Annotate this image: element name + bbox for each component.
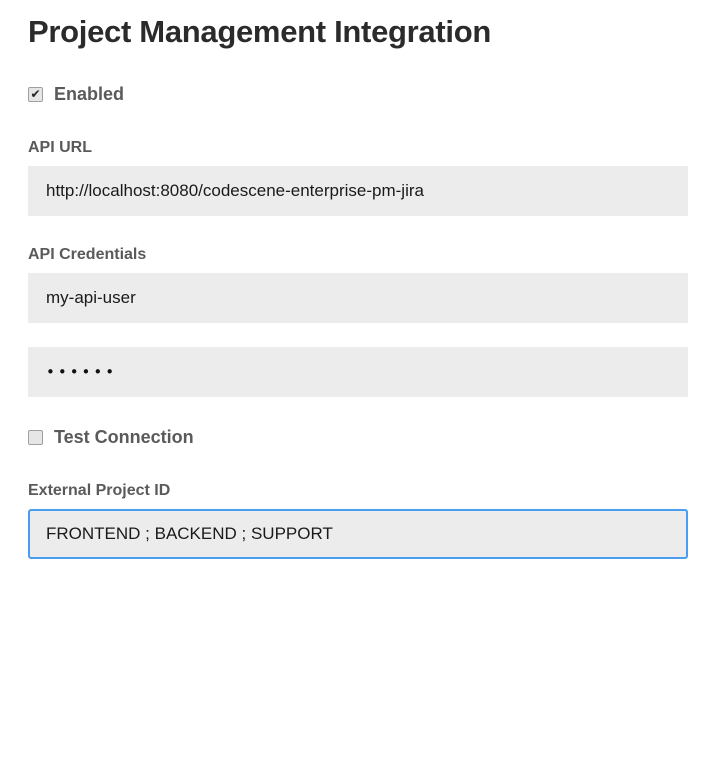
enabled-checkbox-row[interactable] bbox=[28, 84, 688, 105]
external-project-id-label: External Project ID bbox=[28, 481, 171, 499]
test-connection-label: Test Connection bbox=[54, 426, 194, 447]
api-credentials-group bbox=[28, 246, 688, 323]
api-url-group bbox=[28, 139, 688, 216]
enabled-label: Enabled bbox=[54, 83, 125, 104]
external-project-id-input[interactable] bbox=[28, 509, 688, 559]
api-credentials-label: API Credentials bbox=[28, 245, 147, 263]
api-url-input[interactable] bbox=[28, 166, 688, 216]
api-password-group bbox=[28, 341, 688, 397]
test-connection-row[interactable] bbox=[28, 427, 688, 448]
test-connection-checkbox[interactable] bbox=[28, 430, 43, 445]
checkmark-icon: ✔ bbox=[30, 87, 41, 102]
external-project-id-group bbox=[28, 482, 688, 559]
api-username-input[interactable] bbox=[28, 273, 688, 323]
page-title: Project Management Integration bbox=[28, 14, 491, 49]
api-url-label: API URL bbox=[28, 138, 92, 156]
api-password-input[interactable] bbox=[28, 347, 688, 397]
enabled-checkbox[interactable] bbox=[28, 87, 43, 102]
